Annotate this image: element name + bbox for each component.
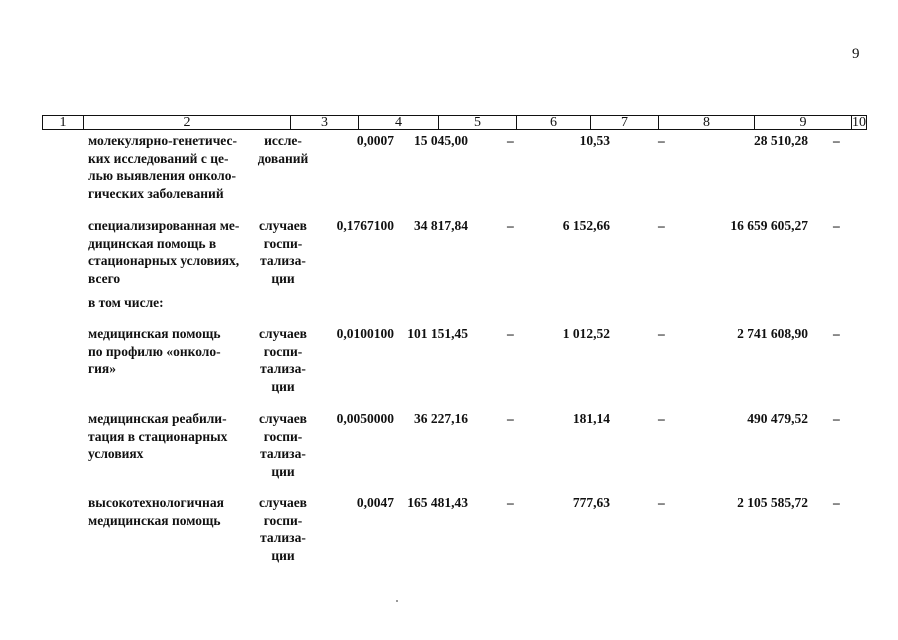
row-unit-line: ции: [271, 547, 295, 563]
row-name-line: медицинская помощь: [88, 512, 221, 528]
row-col-10: –: [833, 218, 840, 233]
row-name-cell: [88, 217, 246, 287]
row-name-line: специализированная ме-: [88, 218, 240, 233]
header-col-6: 6: [517, 116, 591, 129]
header-col-9: 9: [755, 116, 852, 129]
row-unit-line: тализа-: [260, 446, 306, 461]
row-name-cell: [88, 325, 246, 378]
row-col-9: 490 479,52: [747, 411, 808, 426]
row-col-4: 0,0007: [356, 133, 394, 148]
header-col-8: 8: [659, 116, 755, 129]
row-unit-line: дований: [257, 150, 309, 166]
row-unit-line: случаев: [259, 218, 307, 233]
row-col-5: 165 481,43: [407, 495, 468, 510]
row-col-4: 0,0047: [356, 495, 394, 510]
row-name-line: тация в стационарных: [88, 428, 228, 444]
row-unit-line: госпи-: [263, 428, 303, 444]
row-col-5: 34 817,84: [414, 218, 468, 233]
row-name-line: гических заболеваний: [88, 185, 224, 201]
header-col-3: 3: [291, 116, 359, 129]
row-col-7: 181,14: [572, 411, 610, 426]
row-col-5: 36 227,16: [414, 411, 468, 426]
row-col-10: –: [833, 495, 840, 510]
row-col-8: –: [658, 133, 665, 148]
row-name-line: высокотехнологичная: [88, 495, 224, 510]
row-name-line: ких исследований с це-: [88, 150, 229, 166]
row-name-line: гия»: [88, 361, 116, 376]
row-name-cell: [88, 494, 246, 529]
header-col-7: 7: [591, 116, 659, 129]
row-unit-line: госпи-: [263, 235, 303, 251]
row-col-10: –: [833, 411, 840, 426]
row-col-4: 0,0050000: [336, 411, 394, 426]
row-col-7: 6 152,66: [562, 218, 610, 233]
row-col-6: –: [507, 326, 514, 341]
row-unit-line: ции: [271, 378, 295, 394]
header-col-4: 4: [359, 116, 439, 129]
row-col-9: 2 741 608,90: [737, 326, 808, 341]
page-number: 9: [852, 46, 860, 62]
row-col-9: 2 105 585,72: [737, 495, 808, 510]
row-col-9: 28 510,28: [754, 133, 808, 148]
row-col-9: 16 659 605,27: [730, 218, 808, 233]
row-col-8: –: [658, 218, 665, 233]
row-unit-cell: [250, 494, 316, 564]
scan-speck: [396, 600, 398, 602]
row-name-cell: [88, 410, 246, 463]
row-col-7: 1 012,52: [562, 326, 610, 341]
row-col-5: 15 045,00: [414, 133, 468, 148]
row-unit-line: госпи-: [263, 343, 303, 359]
row-name-cell: [88, 132, 246, 202]
row-unit-line: случаев: [259, 326, 307, 341]
header-col-10: 10: [852, 115, 866, 130]
row-unit-cell: [250, 132, 316, 167]
row-name-line: стационарных условиях,: [88, 253, 240, 268]
row-unit-line: случаев: [259, 495, 307, 510]
row-name-line: молекулярно-генетичес-: [88, 133, 237, 148]
row-name-line: всего: [88, 270, 121, 286]
row-unit-line: иссле-: [264, 133, 302, 148]
row-unit-cell: [250, 325, 316, 395]
row-name-line: медицинская реабили-: [88, 411, 227, 426]
row-unit-line: тализа-: [260, 253, 306, 268]
row-unit-line: тализа-: [260, 361, 306, 376]
table-header-row: [42, 115, 867, 130]
row-unit-line: тализа-: [260, 530, 306, 545]
row-col-6: –: [507, 218, 514, 233]
row-name-line: медицинская помощь: [88, 326, 221, 341]
row-col-8: –: [658, 326, 665, 341]
row-name-line: по профилю «онколо-: [88, 343, 221, 359]
row-col-6: –: [507, 495, 514, 510]
row-name-line: условиях: [88, 446, 144, 461]
row-col-8: –: [658, 411, 665, 426]
row-name-line: дицинская помощь в: [88, 235, 217, 251]
row-col-10: –: [833, 133, 840, 148]
row-col-10: –: [833, 326, 840, 341]
section-label: в том числе:: [88, 295, 164, 310]
row-unit-cell: [250, 217, 316, 287]
row-name-line: лью выявления онколо-: [88, 168, 236, 183]
row-col-7: 10,53: [579, 133, 610, 148]
row-unit-cell: [250, 410, 316, 480]
row-col-7: 777,63: [572, 495, 610, 510]
header-col-5: 5: [439, 116, 517, 129]
header-col-2: 2: [84, 116, 291, 129]
header-col-1: 1: [43, 116, 84, 129]
row-unit-line: госпи-: [263, 512, 303, 528]
row-col-5: 101 151,45: [407, 326, 468, 341]
row-unit-line: случаев: [259, 411, 307, 426]
row-col-4: 0,0100100: [336, 326, 394, 341]
row-col-8: –: [658, 495, 665, 510]
row-col-6: –: [507, 133, 514, 148]
row-col-4: 0,1767100: [336, 218, 394, 233]
row-unit-line: ции: [271, 463, 295, 479]
row-col-6: –: [507, 411, 514, 426]
row-unit-line: ции: [271, 270, 295, 286]
